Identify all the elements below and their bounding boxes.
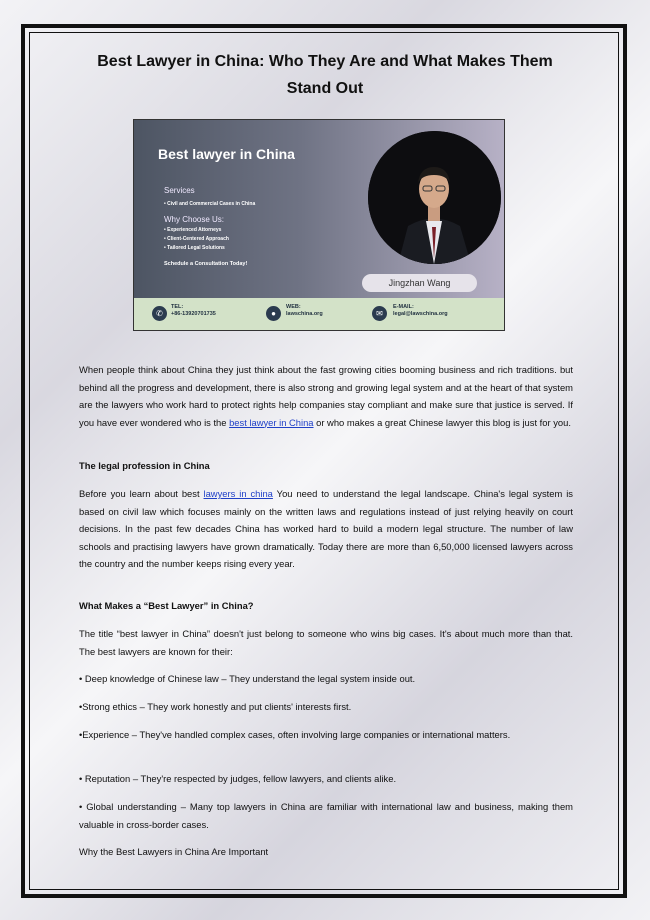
closing-heading: Why the Best Lawyers in China Are Important [79, 846, 269, 857]
lawyer-name: Jingzhan Wang [362, 274, 477, 292]
list-item: • Reputation – They're respected by judges, fellow lawyers, and clients alike. [79, 773, 397, 784]
lawyer-portrait [368, 131, 501, 264]
intro-paragraph: When people think about China they just think about the fast growing cities booming business and rich traditions. but behind all the progress and development, there is also strong and growing legal system and at the heart of that system are the lawyers who work hard to protect rights help companies stay compliant and make sure that justice is served. If you have ever wondered who is the best lawyer in China or who makes a great Chinese lawyer this blog is just for you. [79, 364, 573, 428]
banner-cta: Schedule a Consultation Today! [164, 261, 248, 267]
banner-image [133, 119, 505, 331]
what-makes-intro: The title “best lawyer in China” doesn't just belong to someone who wins big cases. It's about much more than that. The best lawyers are known for their: [79, 628, 573, 657]
tel-contact: TEL: +86-13920701735 [171, 304, 216, 317]
legal-profession-paragraph: Before you learn about best lawyers in china You need to understand the legal landscape. China's legal system is based on civil law which focuses mainly on the written laws and regulations instead of just relying heavily on court decisions. In the past few decades China has worked hard to build a modern legal structure. The number of law schools and practising lawyers have grown dramatically. Today there are more than 6,50,000 licensed lawyers across the country and the number keeps rising every year. [79, 488, 573, 569]
email-icon: ✉ [372, 306, 387, 321]
list-item: • Deep knowledge of Chinese law – They understand the legal system inside out. [79, 673, 416, 684]
contact-bar [134, 298, 504, 331]
page-title: Best Lawyer in China: Who They Are and What Makes Them Stand Out [97, 53, 553, 97]
best-lawyer-link[interactable]: best lawyer in China [229, 416, 314, 428]
phone-icon: ✆ [152, 306, 167, 321]
banner-title: Best lawyer in China [158, 146, 295, 162]
banner-why-item: • Client-Centered Approach [164, 236, 229, 242]
banner-why-item: • Tailored Legal Solutions [164, 245, 225, 251]
list-item: • Global understanding – Many top lawyers in China are familiar with international law and business, making them valuable in cross-border cases. [79, 801, 573, 830]
email-contact: E-MAIL: legal@lawschina.org [393, 304, 448, 317]
lawyers-in-china-link[interactable]: lawyers in china [203, 488, 273, 499]
list-item: •Strong ethics – They work honestly and put clients' interests first. [79, 701, 352, 712]
section-heading-legal-profession: The legal profession in China [79, 460, 210, 471]
portrait-illustration [368, 131, 501, 264]
globe-icon: ● [266, 306, 281, 321]
section-heading-what-makes: What Makes a “Best Lawyer” in China? [79, 600, 254, 611]
banner-why-heading: Why Choose Us: [164, 215, 225, 224]
web-contact: WEB: lawschina.org [286, 304, 323, 317]
banner-services-heading: Services [164, 186, 195, 195]
banner-services-item: • Civil and Commercial Cases in China [164, 201, 256, 207]
banner-why-item: • Experienced Attorneys [164, 227, 222, 233]
list-item: •Experience – They've handled complex cases, often involving large companies or international matters. [79, 729, 511, 740]
